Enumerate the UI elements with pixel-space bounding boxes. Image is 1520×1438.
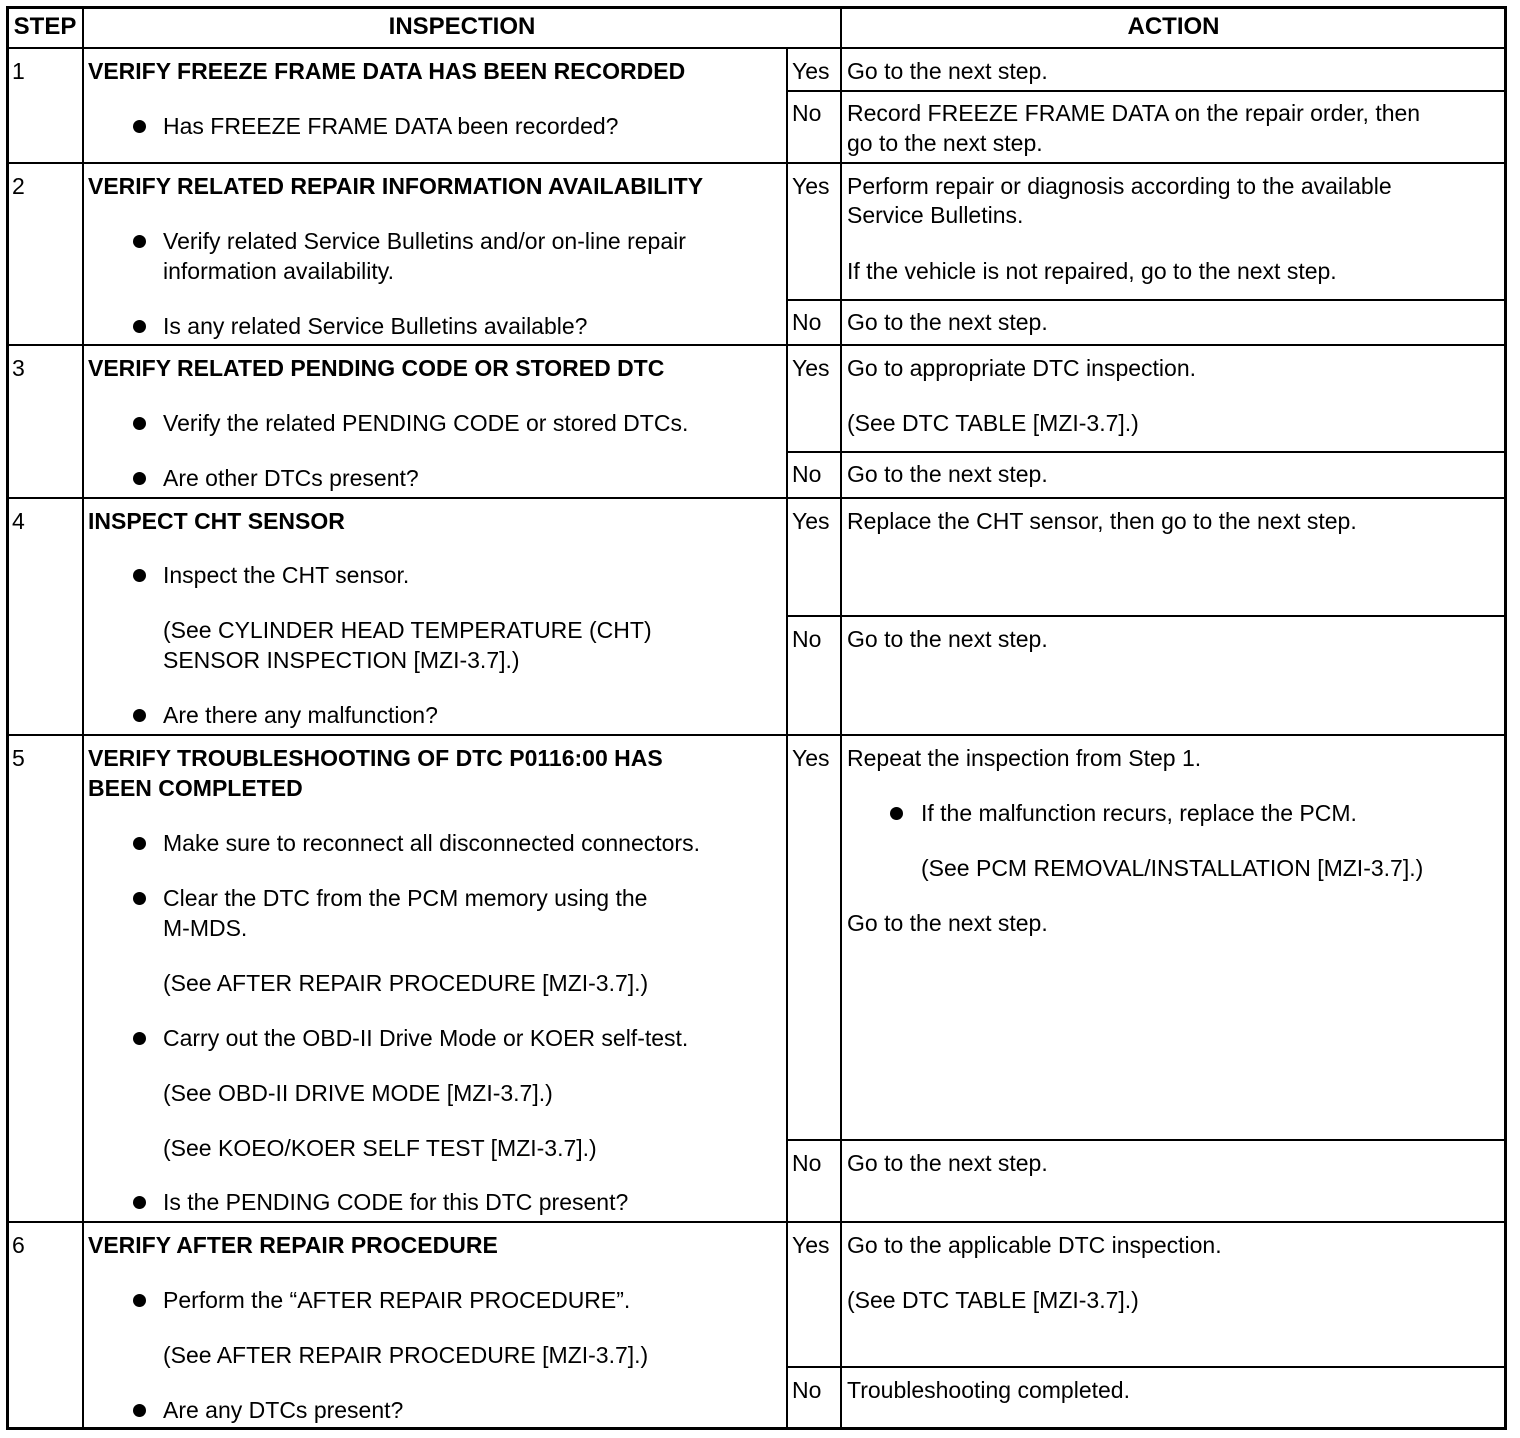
yes-no-divider [786,615,1505,617]
no-action: Go to the next step. [847,309,1048,335]
yes-action: Go to the applicable DTC inspection. [847,1232,1222,1258]
yes-action: If the malfunction recurs, replace the PCM. [921,800,1357,826]
bullet-icon [133,235,146,248]
no-action: Go to the next step. [847,626,1048,652]
step-title: VERIFY TROUBLESHOOTING OF DTC P0116:00 HAS [88,745,663,771]
yes-action: If the vehicle is not repaired, go to the next step. [847,258,1337,284]
yes-action: (See PCM REMOVAL/INSTALLATION [MZI-3.7].) [921,855,1424,881]
yes-action: (See DTC TABLE [MZI-3.7].) [847,410,1139,436]
row-divider [8,47,1505,49]
yes-action: Perform repair or diagnosis according to the available [847,173,1392,199]
step-title: VERIFY FREEZE FRAME DATA HAS BEEN RECORDED [88,58,686,84]
bullet-icon [133,569,146,582]
bullet-icon [133,1294,146,1307]
inspection-item: Are other DTCs present? [163,465,419,491]
inspection-item: (See OBD-II DRIVE MODE [MZI-3.7].) [163,1080,553,1106]
step-title: VERIFY RELATED PENDING CODE OR STORED DTC [88,355,665,381]
yes-label: Yes [792,58,830,84]
bullet-icon [890,807,903,820]
inspection-item: Is the PENDING CODE for this DTC present? [163,1189,629,1215]
header-step: STEP [13,13,77,40]
row-divider [8,497,1505,499]
bullet-icon [133,417,146,430]
bullet-icon [133,1404,146,1417]
no-action: Go to the next step. [847,461,1048,487]
no-label: No [792,309,822,335]
row-divider [8,1221,1505,1223]
bullet-icon [133,1196,146,1209]
inspection-item: Perform the “AFTER REPAIR PROCEDURE”. [163,1287,631,1313]
bullet-icon [133,320,146,333]
row-divider [8,734,1505,736]
step-number: 1 [12,58,25,84]
inspection-item: (See KOEO/KOER SELF TEST [MZI-3.7].) [163,1135,597,1161]
no-label: No [792,626,822,652]
bullet-icon [133,892,146,905]
bullet-icon [133,472,146,485]
bullet-icon [133,1032,146,1045]
inspection-item: Carry out the OBD-II Drive Mode or KOER self-test. [163,1025,689,1051]
yes-label: Yes [792,508,830,534]
inspection-item: Clear the DTC from the PCM memory using the [163,885,648,911]
no-action: Record FREEZE FRAME DATA on the repair order, then [847,100,1421,126]
inspection-item: Are any DTCs present? [163,1397,404,1423]
inspection-item: SENSOR INSPECTION [MZI-3.7].) [163,647,520,673]
yes-label: Yes [792,745,830,771]
yes-label: Yes [792,173,830,199]
no-label: No [792,461,822,487]
step-title: VERIFY AFTER REPAIR PROCEDURE [88,1232,498,1258]
inspection-item: (See CYLINDER HEAD TEMPERATURE (CHT) [163,617,652,643]
yes-action: Service Bulletins. [847,202,1024,228]
bullet-icon [133,837,146,850]
inspection-item: (See AFTER REPAIR PROCEDURE [MZI-3.7].) [163,970,649,996]
yes-no-divider [786,451,1505,453]
inspection-item: Verify the related PENDING CODE or stored DTCs. [163,410,689,436]
no-action: Troubleshooting completed. [847,1377,1130,1403]
no-action: go to the next step. [847,130,1043,156]
yes-action: Replace the CHT sensor, then go to the next step. [847,508,1357,534]
no-action: Go to the next step. [847,1150,1048,1176]
yes-no-divider [786,90,1505,92]
inspection-item: Are there any malfunction? [163,702,438,728]
step-title: VERIFY RELATED REPAIR INFORMATION AVAILABILITY [88,173,704,199]
inspection-item: (See AFTER REPAIR PROCEDURE [MZI-3.7].) [163,1342,649,1368]
col-divider-step [82,8,84,1429]
no-label: No [792,1150,822,1176]
step-number: 4 [12,508,25,534]
bullet-icon [133,709,146,722]
header-inspection: INSPECTION [388,13,536,40]
step-number: 6 [12,1232,25,1258]
yes-action: Repeat the inspection from Step 1. [847,745,1202,771]
inspection-item: Verify related Service Bulletins and/or on-line repair [163,228,686,254]
step-number: 5 [12,745,25,771]
step-number: 2 [12,173,25,199]
step-title: INSPECT CHT SENSOR [88,508,345,534]
inspection-item: Has FREEZE FRAME DATA been recorded? [163,113,619,139]
inspection-item: M-MDS. [163,915,248,941]
inspection-item: Is any related Service Bulletins available? [163,313,588,339]
yes-no-divider [786,1139,1505,1141]
yes-no-divider [786,299,1505,301]
yes-action: Go to the next step. [847,58,1048,84]
step-number: 3 [12,355,25,381]
yes-action: Go to appropriate DTC inspection. [847,355,1197,381]
inspection-item: Make sure to reconnect all disconnected connectors. [163,830,700,856]
no-label: No [792,1377,822,1403]
inspection-item: Inspect the CHT sensor. [163,562,410,588]
no-label: No [792,100,822,126]
yes-label: Yes [792,1232,830,1258]
yes-no-divider [786,1366,1505,1368]
step-title: BEEN COMPLETED [88,775,303,801]
bullet-icon [133,120,146,133]
row-divider [8,162,1505,164]
row-divider [8,344,1505,346]
yes-label: Yes [792,355,830,381]
inspection-item: information availability. [163,258,394,284]
header-action: ACTION [1127,13,1220,40]
yes-action: (See DTC TABLE [MZI-3.7].) [847,1287,1139,1313]
col-divider-action [840,8,842,1429]
yes-action: Go to the next step. [847,910,1048,936]
